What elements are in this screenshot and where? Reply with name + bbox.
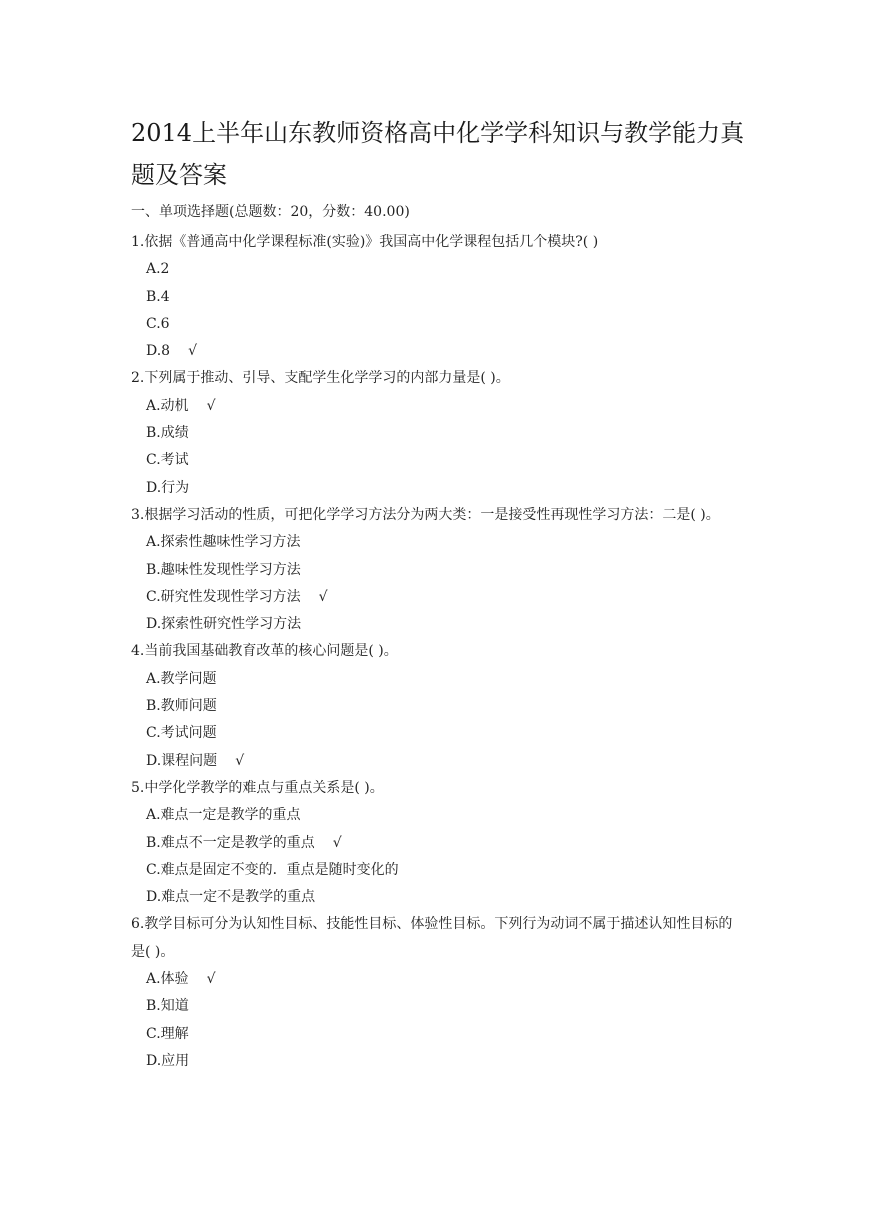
answer-option	[131, 338, 743, 365]
question-list	[131, 229, 743, 1075]
answer-option	[131, 420, 743, 447]
question-block	[131, 365, 743, 501]
answer-option	[131, 529, 743, 556]
question-stem: 4.当前我国基础教育改革的核心问题是( )。	[131, 643, 398, 660]
option-label: A.教学问题	[146, 670, 217, 687]
option-label: C.考试问题	[146, 725, 217, 742]
answer-option	[131, 475, 743, 502]
answer-option	[131, 693, 743, 720]
answer-option	[131, 857, 743, 884]
question-stem: 6.教学目标可分为认知性目标、技能性目标、体验性目标。下列行为动词不属于描述认知性目标的是( )。	[131, 916, 733, 960]
answer-option	[131, 748, 743, 775]
option-label: B.4	[146, 288, 170, 305]
answer-option	[131, 557, 743, 584]
question-block	[131, 911, 743, 1075]
check-mark-icon: √	[206, 397, 216, 414]
option-label: A.动机	[146, 397, 189, 414]
option-label: A.2	[146, 261, 170, 278]
answer-option	[131, 966, 743, 993]
option-label: B.教师问题	[146, 698, 217, 715]
section-heading: 一、单项选择题(总题数：20，分数：40.00)	[131, 204, 410, 220]
option-label: C.研究性发现性学习方法	[146, 588, 301, 605]
option-label: B.知道	[146, 998, 189, 1015]
question-stem: 1.依据《普通高中化学课程标准(实验)》我国高中化学课程包括几个模块?( )	[131, 234, 599, 250]
option-label: C.理解	[146, 1025, 189, 1042]
answer-option	[131, 1021, 743, 1048]
answer-option	[131, 802, 743, 829]
question-stem: 3.根据学习活动的性质，可把化学学习方法分为两大类：一是接受性再现性学习方法：二是( )。	[131, 506, 720, 523]
check-mark-icon: √	[332, 834, 342, 851]
question-block	[131, 229, 743, 365]
check-mark-icon: √	[206, 971, 216, 988]
check-mark-icon: √	[235, 752, 245, 769]
question-block	[131, 502, 743, 638]
answer-option	[131, 830, 743, 857]
check-mark-icon: √	[318, 588, 328, 605]
option-label: B.难点不一定是教学的重点	[146, 834, 315, 851]
answer-option	[131, 1048, 743, 1075]
option-label: D.课程问题	[146, 752, 218, 769]
option-label: B.趣味性发现性学习方法	[146, 561, 301, 578]
option-label: A.难点一定是教学的重点	[146, 807, 301, 824]
check-mark-icon: √	[188, 343, 198, 360]
question-block	[131, 638, 743, 774]
question-stem: 2.下列属于推动、引导、支配学生化学学习的内部力量是( )。	[131, 370, 510, 387]
question-stem: 5.中学化学教学的难点与重点关系是( )。	[131, 779, 384, 796]
option-label: D.难点一定不是教学的重点	[146, 889, 316, 906]
question-block	[131, 775, 743, 911]
option-label: D.探索性研究性学习方法	[146, 616, 302, 633]
answer-option	[131, 666, 743, 693]
answer-option	[131, 256, 743, 283]
option-label: C.6	[146, 315, 170, 332]
answer-option	[131, 393, 743, 420]
answer-option	[131, 584, 743, 611]
document-title: 2014上半年山东教师资格高中化学学科知识与教学能力真题及答案	[131, 119, 745, 189]
option-label: B.成绩	[146, 425, 189, 442]
option-label: D.行为	[146, 479, 190, 496]
option-label: D.应用	[146, 1052, 190, 1069]
answer-option	[131, 611, 743, 638]
answer-option	[131, 284, 743, 311]
option-label: A.探索性趣味性学习方法	[146, 534, 301, 551]
option-label: C.难点是固定不变的．重点是随时变化的	[146, 861, 399, 878]
option-label: C.考试	[146, 452, 189, 469]
answer-option	[131, 884, 743, 911]
answer-option	[131, 447, 743, 474]
answer-option	[131, 311, 743, 338]
answer-option	[131, 720, 743, 747]
answer-option	[131, 993, 743, 1020]
option-label: A.体验	[146, 971, 189, 988]
option-label: D.8	[146, 343, 171, 360]
